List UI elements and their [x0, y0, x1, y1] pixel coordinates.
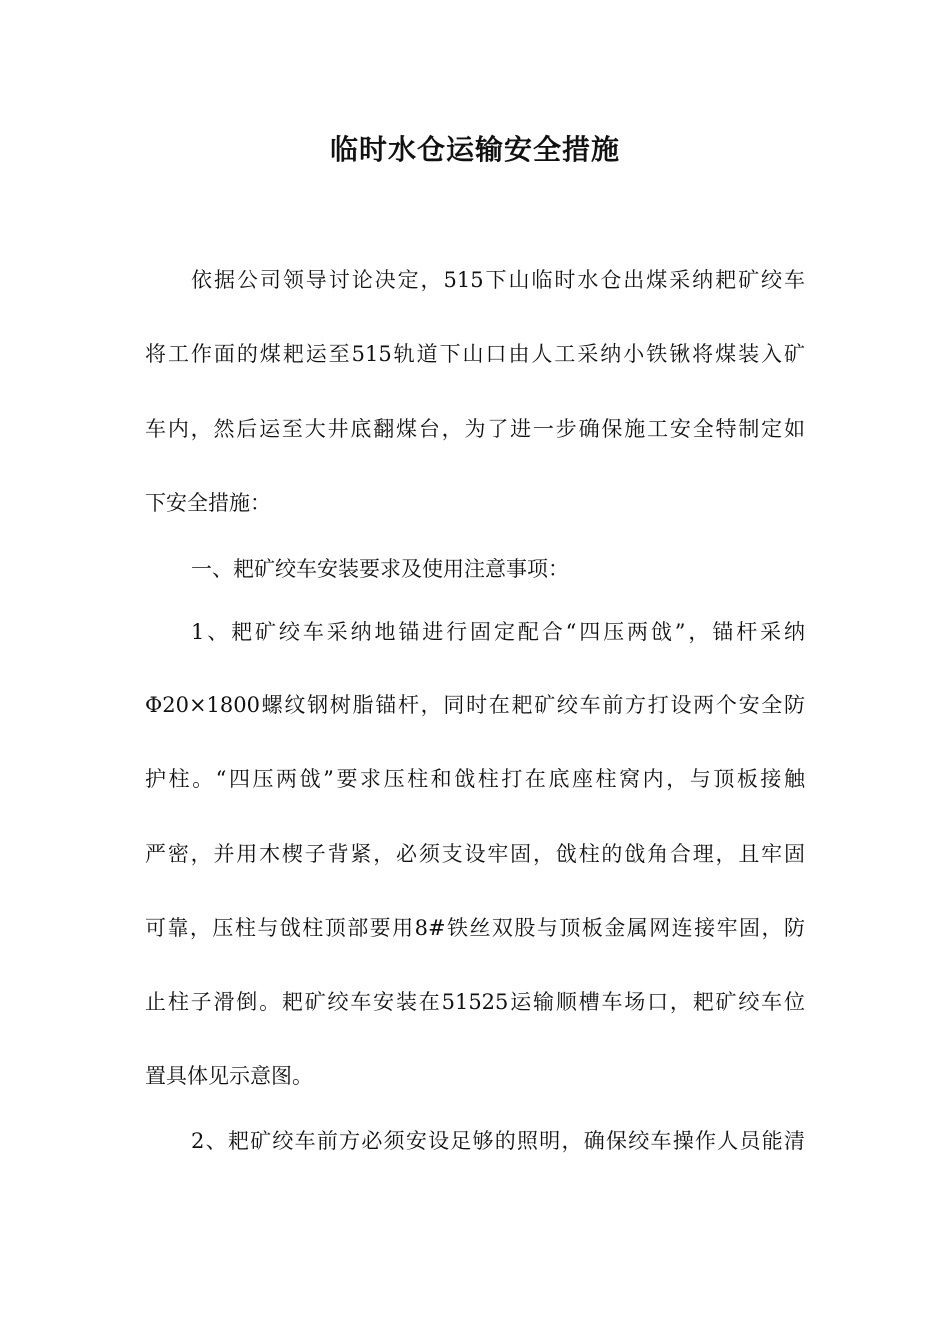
paragraph-line-2: 将工作面的煤耙运至515轨道下山口由人工采纳小铁锹将煤装入矿 [145, 342, 805, 366]
item-1-line-7: 置具体见示意图。 [145, 1064, 313, 1088]
item-1-line-2: Φ20×1800螺纹钢树脂锚杆，同时在耙矿绞车前方打设两个安全防 [145, 693, 805, 717]
paragraph-line-3: 车内，然后运至大井底翻煤台，为了进一步确保施工安全特制定如 [145, 417, 805, 441]
item-1-line-4: 严密，并用木楔子背紧，必须支设牢固，戗柱的戗角合理，且牢固 [145, 842, 805, 866]
item-1-line-3: 护柱。“四压两戗”要求压柱和戗柱打在底座柱窝内，与顶板接触 [145, 767, 805, 791]
item-2-line-1: 2、耙矿绞车前方必须安设足够的照明，确保绞车操作人员能清 [191, 1129, 805, 1153]
item-1-line-5: 可靠，压柱与戗柱顶部要用8#铁丝双股与顶板金属网连接牢固，防 [145, 916, 805, 940]
item-1-line-6: 止柱子滑倒。耙矿绞车安装在51525运输顺槽车场口，耙矿绞车位 [145, 990, 805, 1014]
paragraph-line-1: 依据公司领导讨论决定，515下山临时水仓出煤采纳耙矿绞车 [191, 268, 805, 292]
section-heading-1: 一、耙矿绞车安装要求及使用注意事项： [191, 557, 569, 581]
paragraph-line-4: 下安全措施： [145, 491, 271, 515]
item-1-line-1: 1、耙矿绞车采纳地锚进行固定配合“四压两戗”，锚杆采纳 [191, 620, 805, 644]
document-title: 临时水仓运输安全措施 [329, 133, 620, 166]
